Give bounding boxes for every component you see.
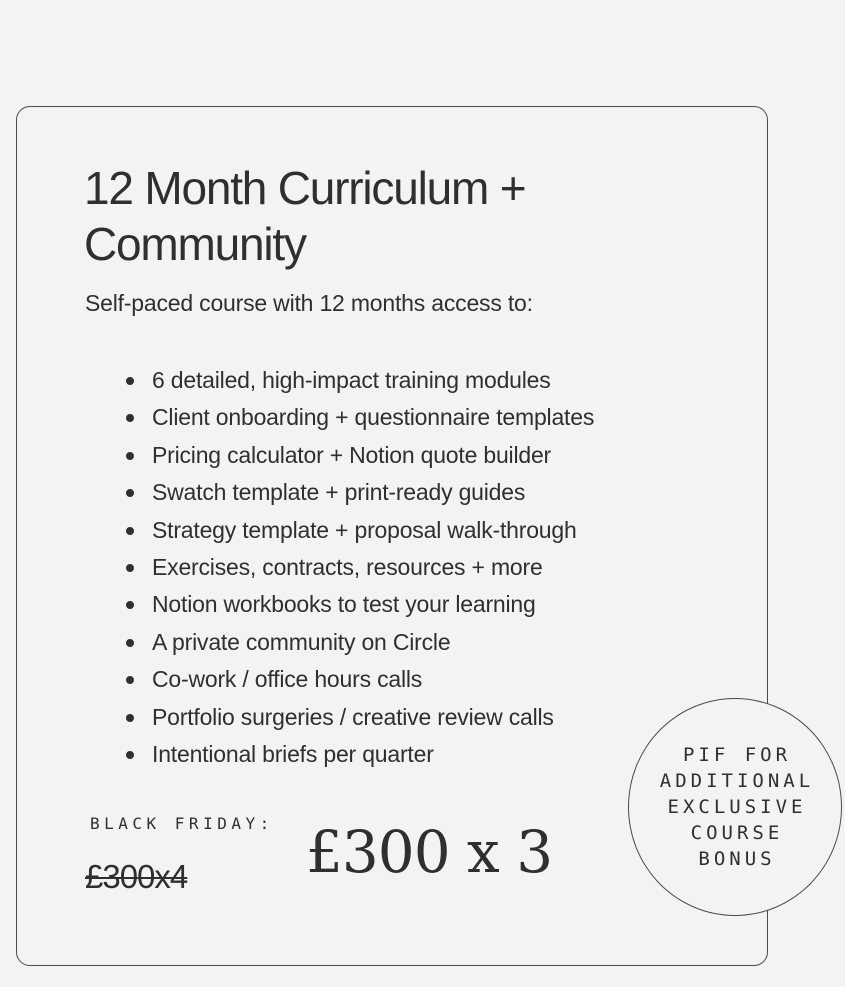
feature-item <box>126 624 594 661</box>
bullet-icon <box>126 377 134 385</box>
badge-line: BONUS <box>698 848 776 870</box>
feature-text: Intentional briefs per quarter <box>152 741 434 768</box>
badge-line: PIF FOR <box>682 744 792 766</box>
bullet-icon <box>126 489 134 497</box>
feature-text: Strategy template + proposal walk-through <box>152 516 577 543</box>
feature-text: Exercises, contracts, resources + more <box>152 554 543 581</box>
bullet-icon <box>126 527 134 535</box>
feature-text: Pricing calculator + Notion quote builder <box>152 441 552 468</box>
badge-line: EXCLUSIVE <box>667 796 807 818</box>
feature-list <box>126 362 594 773</box>
feature-item <box>126 549 594 586</box>
pif-bonus-badge <box>628 698 842 916</box>
feature-text: Client onboarding + questionnaire templates <box>152 404 595 431</box>
badge-line: COURSE <box>690 822 784 844</box>
bullet-icon <box>126 601 134 609</box>
old-price: £300x4 <box>85 858 188 895</box>
bullet-icon <box>126 714 134 722</box>
feature-text: 6 detailed, high-impact training modules <box>152 367 551 393</box>
feature-text: Swatch template + print-ready guides <box>152 479 526 506</box>
feature-item <box>126 512 594 549</box>
bullet-icon <box>126 414 134 422</box>
feature-text: A private community on Circle <box>152 628 451 655</box>
feature-text: Portfolio surgeries / creative review calls <box>152 703 554 730</box>
bullet-icon <box>126 639 134 647</box>
feature-item <box>126 699 594 736</box>
bullet-icon <box>126 564 134 572</box>
bullet-icon <box>126 751 134 759</box>
feature-item <box>126 736 594 773</box>
feature-item <box>126 474 594 511</box>
feature-item <box>126 437 594 474</box>
badge-line: ADDITIONAL <box>659 770 815 792</box>
card-subtitle: Self-paced course with 12 months access to: <box>85 290 533 316</box>
feature-item <box>126 399 594 436</box>
feature-text: Notion workbooks to test your learning <box>152 591 536 618</box>
card-title: 12 Month Curriculum + Community <box>84 162 526 270</box>
feature-item <box>126 362 594 399</box>
feature-text: Co-work / office hours calls <box>152 666 423 693</box>
feature-item <box>126 586 594 623</box>
new-price: £300 x 3 <box>306 818 553 886</box>
bullet-icon <box>126 452 134 460</box>
bullet-icon <box>126 676 134 684</box>
feature-item <box>126 661 594 698</box>
black-friday-label: BLACK FRIDAY: <box>90 814 274 833</box>
